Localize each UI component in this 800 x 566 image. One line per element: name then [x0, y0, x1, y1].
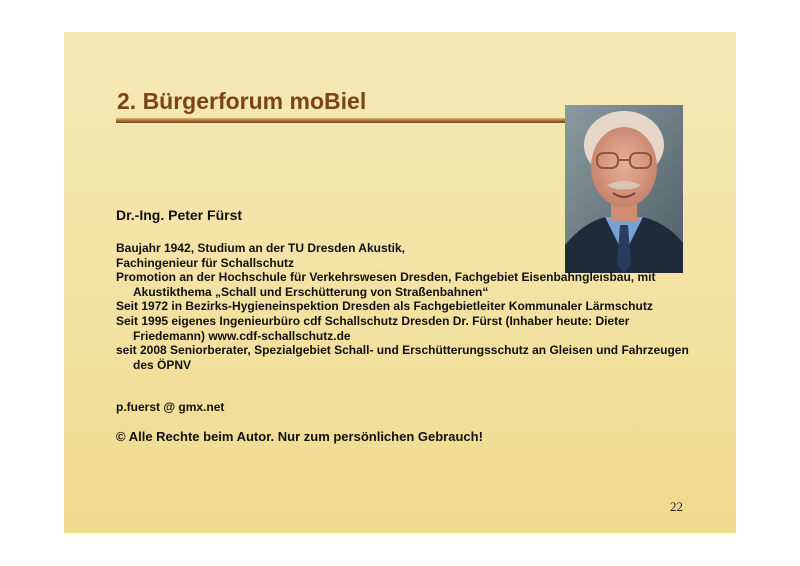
page-number: 22 — [670, 499, 683, 514]
bio-item: Fachingenieur für Schallschutz — [116, 255, 295, 270]
bio-item: seit 2008 Seniorberater, Spezialgebiet Schall- und Erschütterungsschutz an Gleisen und Fahrzeugen des ÖPNV — [116, 343, 689, 372]
bio-item: Baujahr 1942, Studium an der TU Dresden Akustik, — [116, 241, 405, 255]
slide — [64, 32, 736, 533]
slide-title: 2. Bürgerforum moBiel — [117, 88, 367, 114]
email-address: p.fuerst @ gmx.net — [116, 400, 225, 414]
author-name: Dr.-Ing. Peter Fürst — [116, 207, 243, 223]
bio-item: Promotion an der Hochschule für Verkehrswesen Dresden, Fachgebiet Eisenbahngleisbau, mit Akustikthema „Schall und Erschütterung von Straßenbahnen“ — [116, 270, 656, 299]
title-underline — [116, 118, 568, 123]
copyright-notice: © Alle Rechte beim Autor. Nur zum persönlichen Gebrauch! — [116, 429, 483, 444]
bio-item: Seit 1995 eigenes Ingenieurbüro cdf Schallschutz Dresden Dr. Fürst (Inhaber heute: Dieter Friedemann) www.cdf-schallschutz.de — [116, 313, 630, 343]
bio-list — [116, 241, 701, 372]
bio-item: Seit 1972 in Bezirks-Hygieneinspektion Dresden als Fachgebietleiter Kommunaler Lärmschutz — [116, 299, 653, 314]
